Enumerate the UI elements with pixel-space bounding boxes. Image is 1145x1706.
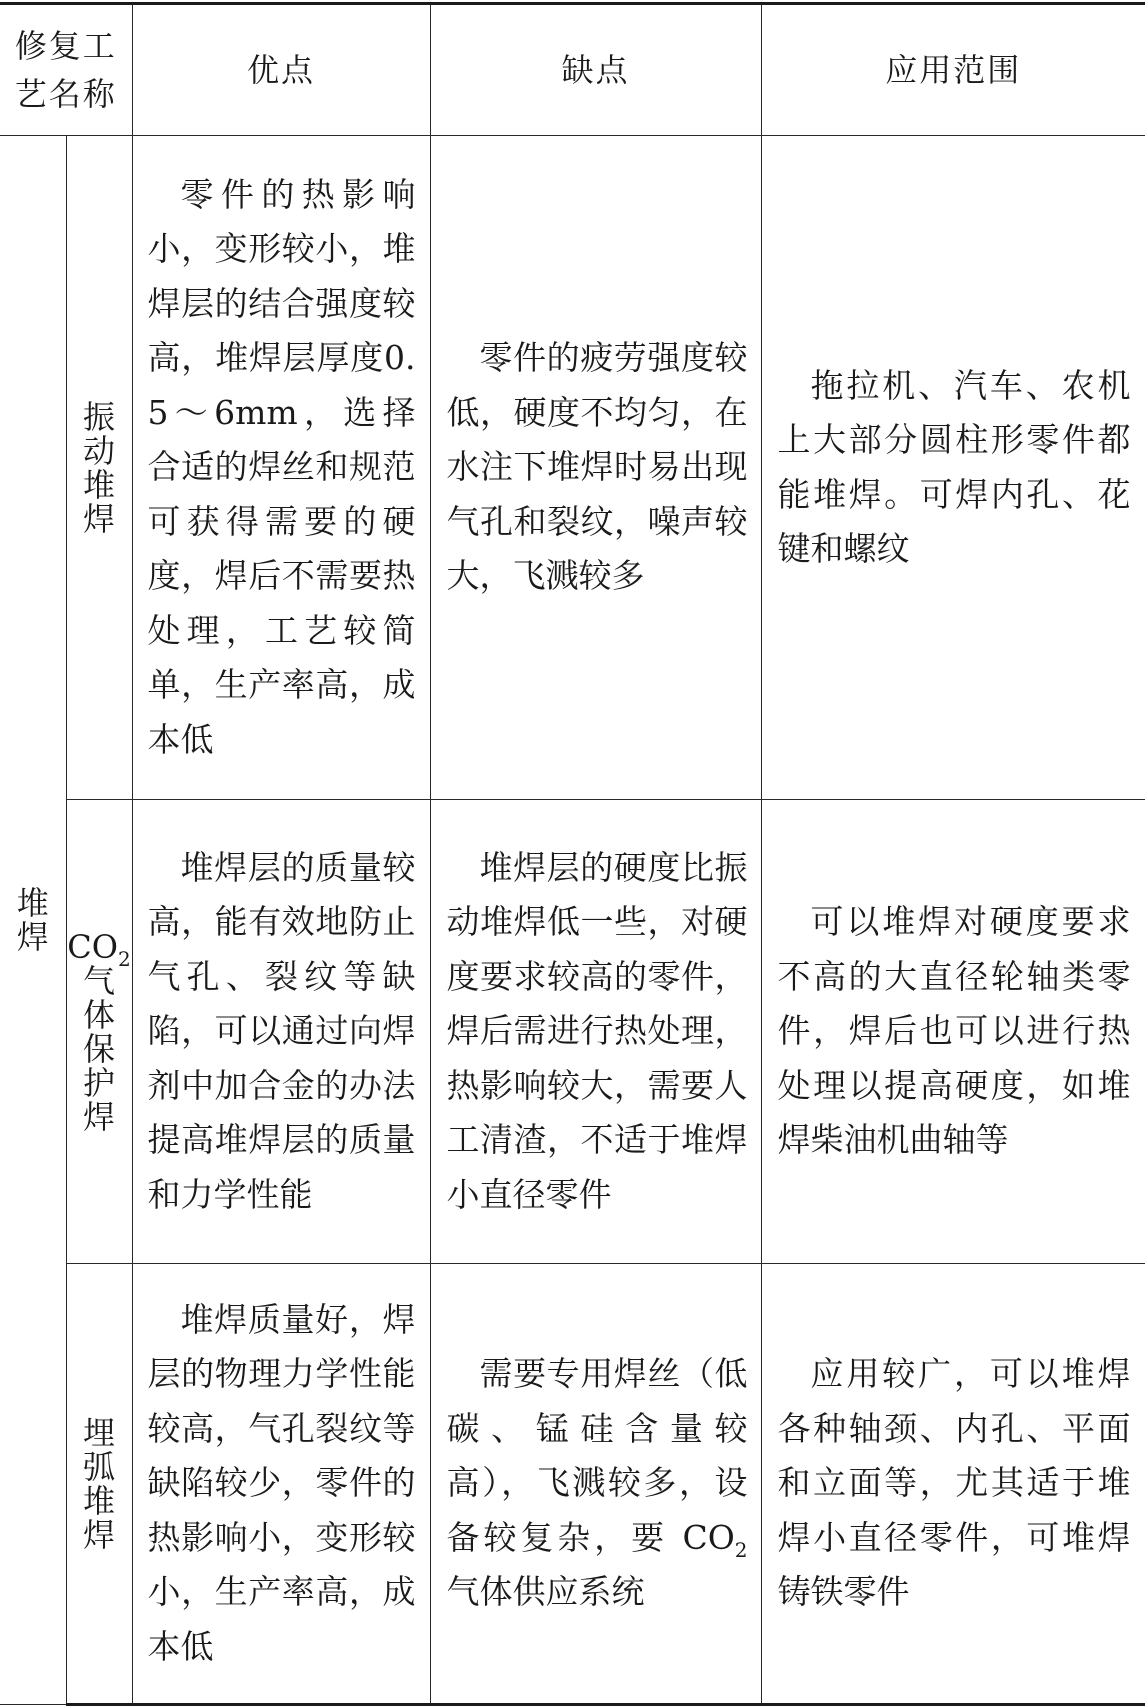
range-cell: 应用较广，可以堆焊各种轴颈、内孔、平面和立面等，尤其适于堆焊小直径零件，可堆焊铸铁零件: [761, 1264, 1145, 1705]
disadvantages-cell: 需要专用焊丝（低碳、锰硅含量较高），飞溅较多，设备较复杂，要 $CO_2$气体供应系统: [430, 1264, 761, 1705]
advantages-cell: 堆焊层的质量较高，能有效地防止气孔、裂纹等缺陷，可以通过向焊剂中加合金的办法提高堆焊层的质量和力学性能: [132, 800, 430, 1264]
header-disadvantages: 缺点: [430, 4, 761, 136]
process-co2-shielded: $CO_2$ 气 体 保 护 焊: [66, 800, 132, 1264]
disadvantages-cell: 堆焊层的硬度比振动堆焊低一些，对硬度要求较高的零件，焊后需进行热处理，热影响较大，需要人工清渣，不适于堆焊小直径零件: [430, 800, 761, 1264]
table-row: [0, 800, 1145, 1264]
welding-repair-table: [0, 2, 1145, 1706]
header-process-name: [0, 4, 132, 136]
advantages-cell: 堆焊质量好，焊层的物理力学性能较高，气孔裂纹等缺陷较少，零件的热影响小，变形较小，生产率高，成本低: [132, 1264, 430, 1705]
header-range: 应用范围: [761, 4, 1145, 136]
process-vibration: 振 动 堆 焊: [66, 136, 132, 800]
process-submerged-arc: 埋 弧 堆 焊: [66, 1264, 132, 1705]
header-advantages: 优点: [132, 4, 430, 136]
disadvantages-cell: 零件的疲劳强度较低，硬度不均匀，在水注下堆焊时易出现气孔和裂纹，噪声较大，飞溅较多: [430, 136, 761, 800]
range-cell: 拖拉机、汽车、农机上大部分圆柱形零件都能堆焊。可焊内孔、花键和螺纹: [761, 136, 1145, 800]
advantages-cell: 零件的热影响小，变形较小，堆焊层的结合强度较高，堆焊层厚度0.5～6mm，选择合适的焊丝和规范可获得需要的硬度，焊后不需要热处理，工艺较简单，生产率高，成本低: [132, 136, 430, 800]
category-cell: [0, 136, 66, 1705]
table-row: [0, 136, 1145, 800]
header-name-line2: 艺名称: [14, 75, 117, 113]
table-header-row: [0, 4, 1145, 136]
table-row: [0, 1264, 1145, 1705]
process-co2-label: $CO_2$: [67, 927, 131, 971]
header-name-line1: 修复工: [14, 27, 117, 65]
range-cell: 可以堆焊对硬度要求不高的大直径轮轴类零件，焊后也可以进行热处理以提高硬度，如堆焊柴油机曲轴等: [761, 800, 1145, 1264]
category-label: 堆 焊: [16, 884, 49, 956]
